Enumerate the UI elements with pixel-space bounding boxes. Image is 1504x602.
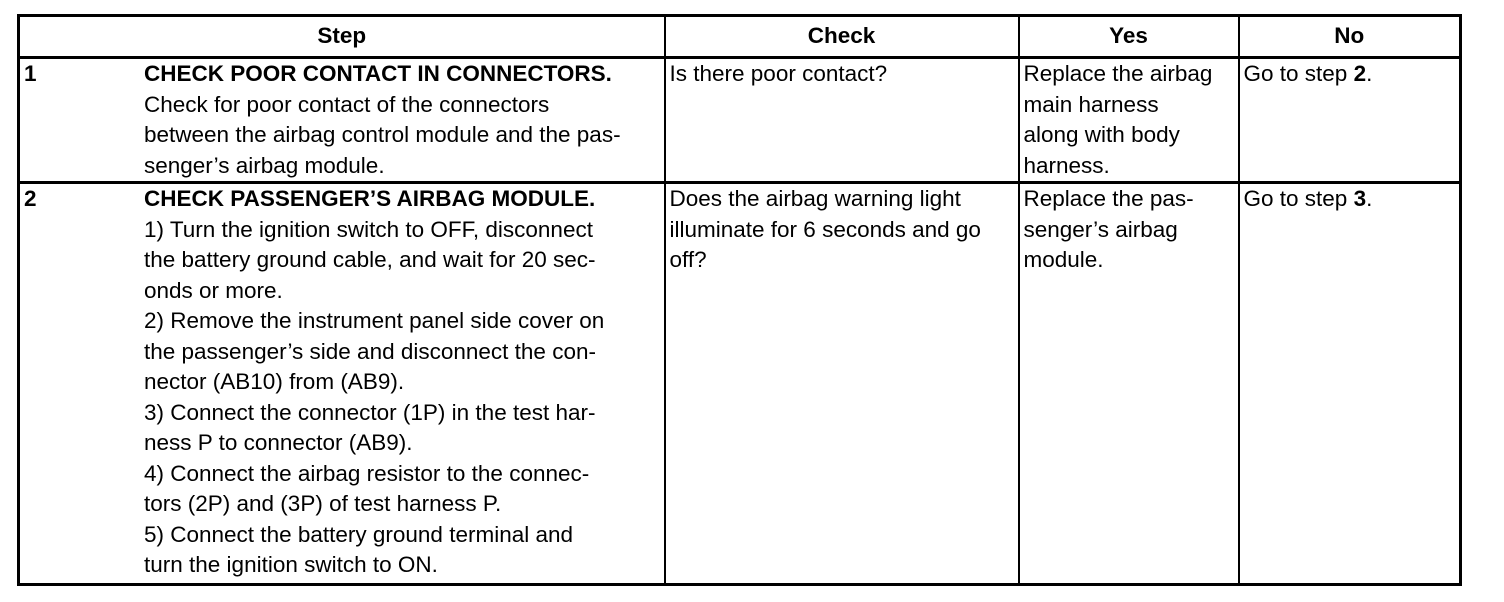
step-line: senger’s airbag module. <box>144 152 385 178</box>
header-step: Step <box>19 16 665 58</box>
no-step-number: 2 <box>1353 61 1367 86</box>
header-check: Check <box>665 16 1019 58</box>
yes-cell <box>1019 58 1239 183</box>
check-line: off? <box>669 247 707 272</box>
step-line: Check for poor contact of the connectors <box>144 91 550 117</box>
step-line: tors (2P) and (3P) of test harness P. <box>144 491 502 516</box>
step-line: the battery ground cable, and wait for 20 sec- <box>144 247 596 272</box>
yes-line: along with body <box>1023 122 1180 147</box>
yes-line: harness. <box>1023 152 1110 178</box>
table-row <box>19 183 1461 585</box>
step-line: onds or more. <box>144 277 283 303</box>
no-prefix: Go to step <box>1243 186 1354 211</box>
yes-line: Replace the pas- <box>1023 186 1194 211</box>
check-cell <box>665 183 1019 585</box>
step-cell <box>19 183 665 585</box>
step-line: nector (AB10) from (AB9). <box>144 369 405 394</box>
step-number: 2 <box>24 186 37 211</box>
step-line: ness P to connector (AB9). <box>144 430 413 455</box>
no-cell <box>1239 183 1461 585</box>
no-suffix: . <box>1366 61 1373 86</box>
yes-line: senger’s airbag <box>1023 216 1178 242</box>
step-line: between the airbag control module and the pas- <box>144 122 621 147</box>
step-number: 1 <box>24 61 37 86</box>
header-no: No <box>1239 16 1461 58</box>
check-line: Is there poor contact? <box>669 61 888 86</box>
check-line: Does the airbag warning light <box>669 186 961 211</box>
yes-cell <box>1019 183 1239 585</box>
header-yes: Yes <box>1019 16 1239 58</box>
step-line: 2) Remove the instrument panel side cover on <box>144 308 605 333</box>
step-title: CHECK PASSENGER’S AIRBAG MODULE. <box>144 186 596 211</box>
yes-line: Replace the airbag <box>1023 61 1213 86</box>
yes-line: main harness <box>1023 91 1159 117</box>
step-line: 5) Connect the battery ground terminal and <box>144 521 574 547</box>
step-line: the passenger’s side and disconnect the con- <box>144 338 596 364</box>
step-line: 1) Turn the ignition switch to OFF, disconnect <box>144 216 593 242</box>
step-line: 3) Connect the connector (1P) in the test har- <box>144 399 596 425</box>
no-cell <box>1239 58 1461 183</box>
diagnostic-table <box>17 14 1462 586</box>
yes-line: module. <box>1023 247 1104 272</box>
step-title: CHECK POOR CONTACT IN CONNECTORS. <box>144 61 612 86</box>
header-row <box>19 16 1461 58</box>
step-cell <box>19 58 665 183</box>
check-line: illuminate for 6 seconds and go <box>669 216 981 242</box>
step-line: 4) Connect the airbag resistor to the connec- <box>144 460 590 486</box>
no-prefix: Go to step <box>1243 61 1354 86</box>
check-cell <box>665 58 1019 183</box>
step-line: turn the ignition switch to ON. <box>144 552 438 577</box>
no-suffix: . <box>1366 186 1373 211</box>
no-step-number: 3 <box>1353 186 1367 211</box>
table-row <box>19 58 1461 183</box>
